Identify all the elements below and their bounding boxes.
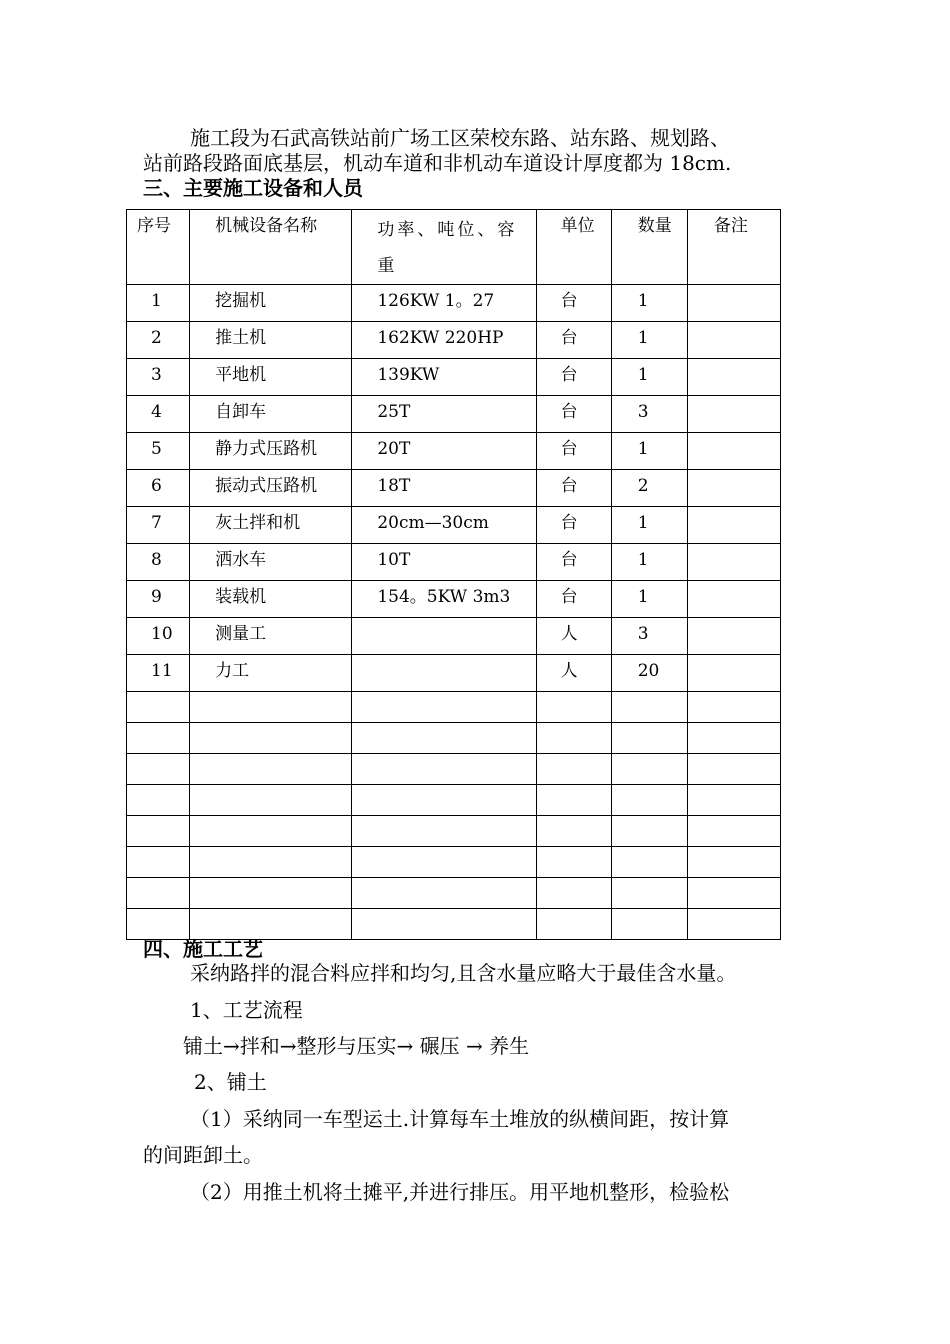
empty-cell (536, 909, 611, 940)
empty-cell (611, 692, 687, 723)
cell-unit: 台 (536, 581, 611, 618)
empty-cell (190, 847, 352, 878)
cell-note (687, 544, 780, 581)
cell-note (687, 581, 780, 618)
process-flow-line: 铺土→拌和→整形与压实→ 碾压 → 养生 (183, 1034, 530, 1058)
empty-cell (611, 754, 687, 785)
cell-no: 11 (127, 655, 190, 692)
cell-no: 3 (127, 359, 190, 396)
empty-cell (127, 785, 190, 816)
cell-note (687, 285, 780, 322)
cell-no: 6 (127, 470, 190, 507)
empty-cell (352, 723, 536, 754)
cell-unit: 人 (536, 618, 611, 655)
empty-cell (127, 878, 190, 909)
cell-no: 7 (127, 507, 190, 544)
cell-name: 推土机 (190, 322, 352, 359)
cell-qty: 1 (611, 322, 687, 359)
empty-cell (611, 785, 687, 816)
header-cell-note: 备注 (687, 210, 780, 285)
cell-qty: 1 (611, 581, 687, 618)
table-row (127, 359, 781, 396)
section-4-paragraph: 采纳路拌的混合料应拌和均匀,且含水量应略大于最佳含水量。 (190, 961, 737, 985)
cell-name: 振动式压路机 (190, 470, 352, 507)
cell-spec: 20cm—30cm (352, 507, 536, 544)
cell-qty: 3 (611, 618, 687, 655)
cell-qty: 1 (611, 507, 687, 544)
cell-note (687, 322, 780, 359)
cell-unit: 台 (536, 470, 611, 507)
cell-name: 挖掘机 (190, 285, 352, 322)
empty-table-row (127, 754, 781, 785)
cell-spec: 25T (352, 396, 536, 433)
empty-cell (687, 692, 780, 723)
empty-cell (127, 754, 190, 785)
empty-cell (352, 847, 536, 878)
empty-cell (127, 847, 190, 878)
table-row (127, 507, 781, 544)
header-cell-unit: 单位 (536, 210, 611, 285)
header-cell-spec: 功率、吨位、容重 (352, 210, 536, 285)
item-2-line-1: （2）用推土机将土摊平,并进行排压。用平地机整形，检验松 (190, 1180, 730, 1204)
cell-no: 4 (127, 396, 190, 433)
cell-name: 力工 (190, 655, 352, 692)
cell-unit: 台 (536, 544, 611, 581)
cell-unit: 人 (536, 655, 611, 692)
cell-note (687, 507, 780, 544)
table-row (127, 285, 781, 322)
empty-cell (536, 878, 611, 909)
empty-cell (352, 692, 536, 723)
equipment-table (126, 209, 781, 940)
empty-cell (611, 878, 687, 909)
empty-cell (127, 692, 190, 723)
empty-cell (536, 847, 611, 878)
intro-line-1: 施工段为石武高铁站前广场工区荣校东路、站东路、规划路、 (190, 126, 730, 150)
empty-cell (687, 847, 780, 878)
empty-cell (687, 816, 780, 847)
cell-spec: 139KW (352, 359, 536, 396)
empty-cell (687, 878, 780, 909)
cell-no: 1 (127, 285, 190, 322)
table-row (127, 322, 781, 359)
cell-note (687, 618, 780, 655)
empty-table-row (127, 692, 781, 723)
cell-name: 静力式压路机 (190, 433, 352, 470)
cell-spec: 20T (352, 433, 536, 470)
empty-table-row (127, 723, 781, 754)
cell-note (687, 359, 780, 396)
cell-qty: 3 (611, 396, 687, 433)
cell-no: 2 (127, 322, 190, 359)
empty-cell (536, 723, 611, 754)
cell-qty: 1 (611, 285, 687, 322)
cell-qty: 2 (611, 470, 687, 507)
cell-note (687, 433, 780, 470)
empty-cell (536, 785, 611, 816)
empty-cell (352, 816, 536, 847)
empty-cell (352, 878, 536, 909)
intro-line-2: 站前路段路面底基层，机动车道和非机动车道设计厚度都为 18cm. (143, 151, 732, 175)
cell-no: 9 (127, 581, 190, 618)
item-1-line-2: 的间距卸土。 (143, 1143, 263, 1167)
cell-spec: 162KW 220HP (352, 322, 536, 359)
empty-cell (687, 785, 780, 816)
empty-table-row (127, 785, 781, 816)
header-cell-qty: 数量 (611, 210, 687, 285)
cell-name: 平地机 (190, 359, 352, 396)
empty-cell (611, 723, 687, 754)
cell-qty: 1 (611, 433, 687, 470)
empty-cell (611, 909, 687, 940)
cell-no: 5 (127, 433, 190, 470)
table-row (127, 544, 781, 581)
cell-spec: 10T (352, 544, 536, 581)
cell-name: 自卸车 (190, 396, 352, 433)
section-3-heading: 三、主要施工设备和人员 (143, 176, 363, 200)
cell-unit: 台 (536, 359, 611, 396)
empty-cell (190, 816, 352, 847)
cell-unit: 台 (536, 433, 611, 470)
item-1-line-1: （1）采纳同一车型运土.计算每车土堆放的纵横间距，按计算 (190, 1107, 730, 1131)
cell-name: 测量工 (190, 618, 352, 655)
cell-qty: 1 (611, 359, 687, 396)
empty-cell (127, 723, 190, 754)
cell-unit: 台 (536, 285, 611, 322)
cell-name: 灰土拌和机 (190, 507, 352, 544)
subheading-process-flow: 1、工艺流程 (190, 998, 303, 1022)
header-cell-name: 机械设备名称 (190, 210, 352, 285)
empty-cell (352, 754, 536, 785)
empty-cell (127, 816, 190, 847)
empty-cell (687, 909, 780, 940)
empty-cell (611, 816, 687, 847)
empty-cell (352, 909, 536, 940)
empty-table-row (127, 816, 781, 847)
empty-cell (190, 878, 352, 909)
cell-no: 8 (127, 544, 190, 581)
table-row (127, 655, 781, 692)
cell-spec: 154。5KW 3m3 (352, 581, 536, 618)
empty-cell (611, 847, 687, 878)
empty-cell (352, 785, 536, 816)
cell-note (687, 396, 780, 433)
section-4-heading: 四、施工工艺 (143, 937, 263, 961)
table-row (127, 470, 781, 507)
empty-cell (687, 723, 780, 754)
empty-table-row (127, 878, 781, 909)
empty-cell (536, 754, 611, 785)
empty-cell (536, 692, 611, 723)
empty-cell (190, 785, 352, 816)
table-row (127, 618, 781, 655)
empty-cell (687, 754, 780, 785)
cell-note (687, 655, 780, 692)
cell-qty: 20 (611, 655, 687, 692)
cell-spec (352, 655, 536, 692)
cell-unit: 台 (536, 322, 611, 359)
cell-qty: 1 (611, 544, 687, 581)
empty-cell (190, 692, 352, 723)
table-header-row (127, 210, 781, 285)
header-cell-no: 序号 (127, 210, 190, 285)
cell-unit: 台 (536, 396, 611, 433)
cell-spec: 126KW 1。27 (352, 285, 536, 322)
table-row (127, 433, 781, 470)
table-row (127, 581, 781, 618)
empty-cell (536, 816, 611, 847)
cell-unit: 台 (536, 507, 611, 544)
empty-cell (190, 754, 352, 785)
cell-note (687, 470, 780, 507)
empty-table-row (127, 847, 781, 878)
cell-spec (352, 618, 536, 655)
table-row (127, 396, 781, 433)
subheading-soil-laying: 2、铺土 (194, 1070, 267, 1094)
cell-name: 装载机 (190, 581, 352, 618)
cell-no: 10 (127, 618, 190, 655)
empty-cell (190, 723, 352, 754)
cell-name: 洒水车 (190, 544, 352, 581)
cell-spec: 18T (352, 470, 536, 507)
